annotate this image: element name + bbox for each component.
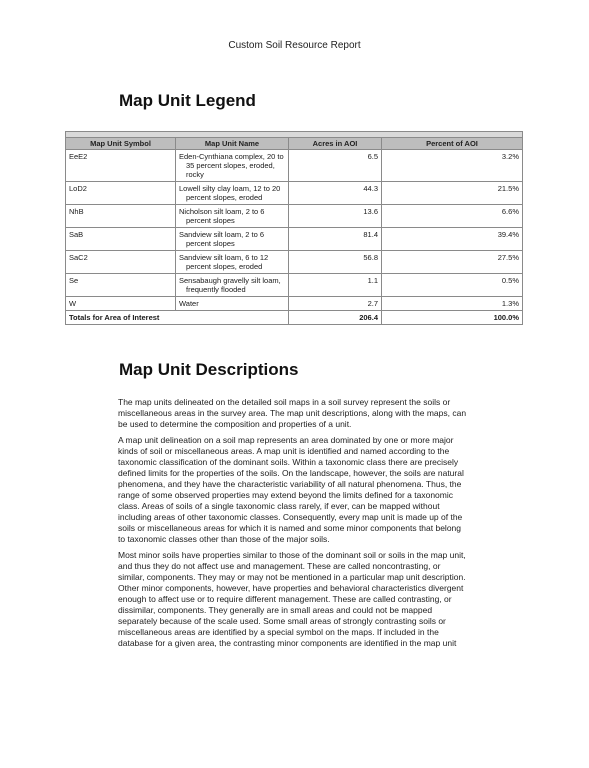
cell-acres: 6.5 [289, 150, 382, 182]
column-header-name: Map Unit Name [176, 138, 289, 150]
descriptions-body [118, 397, 468, 654]
cell-name: Nicholson silt loam, 2 to 6 percent slopes [176, 205, 289, 228]
table-row [66, 251, 523, 274]
cell-acres: 13.6 [289, 205, 382, 228]
table-row [66, 274, 523, 297]
cell-percent: 6.6% [382, 205, 523, 228]
table-row [66, 297, 523, 311]
cell-percent: 21.5% [382, 182, 523, 205]
cell-percent: 27.5% [382, 251, 523, 274]
cell-name: Sandview silt loam, 2 to 6 percent slopes [176, 228, 289, 251]
cell-symbol: EeE2 [66, 150, 176, 182]
cell-symbol: LoD2 [66, 182, 176, 205]
totals-row [66, 311, 523, 325]
paragraph: The map units delineated on the detailed soil maps in a soil survey represent the soils or miscellaneous areas in the survey area. The map unit descriptions, along with the maps, can be used to determine the composition and properties of a unit. [118, 397, 467, 429]
descriptions-heading: Map Unit Descriptions [119, 360, 299, 379]
cell-symbol: SaB [66, 228, 176, 251]
cell-name: Water [176, 297, 289, 311]
cell-acres: 2.7 [289, 297, 382, 311]
cell-name: Sensabaugh gravelly silt loam, frequently flooded [176, 274, 289, 297]
table-row [66, 150, 523, 182]
cell-name: Eden-Cynthiana complex, 20 to 35 percent slopes, eroded, rocky [176, 150, 289, 182]
cell-percent: 1.3% [382, 297, 523, 311]
table-row [66, 182, 523, 205]
column-header-symbol: Map Unit Symbol [66, 138, 176, 150]
cell-symbol: W [66, 297, 176, 311]
report-header: Custom Soil Resource Report [228, 40, 361, 51]
totals-percent: 100.0% [382, 311, 523, 325]
cell-symbol: Se [66, 274, 176, 297]
table-row [66, 228, 523, 251]
cell-name: Sandview silt loam, 6 to 12 percent slopes, eroded [176, 251, 289, 274]
cell-acres: 1.1 [289, 274, 382, 297]
map-unit-legend-table [65, 131, 523, 325]
table-header-row [66, 138, 523, 150]
cell-acres: 44.3 [289, 182, 382, 205]
cell-symbol: SaC2 [66, 251, 176, 274]
cell-acres: 56.8 [289, 251, 382, 274]
cell-name: Lowell silty clay loam, 12 to 20 percent slopes, eroded [176, 182, 289, 205]
cell-percent: 3.2% [382, 150, 523, 182]
column-header-percent: Percent of AOI [382, 138, 523, 150]
paragraph: A map unit delineation on a soil map represents an area dominated by one or more major kinds of soil or miscellaneous areas. A map unit is identified and named according to the taxonomic classification of the dominant soils. Within a taxonomic class there are precisely defined limits for the properties of the soils. On the landscape, however, the soils are natural phenomena, and they have the characteristic variability of all natural phenomena. Thus, the range of some observed properties may extend beyond the limits defined for a taxonomic class. Areas of soils of a single taxonomic class rarely, if ever, can be mapped without including areas of other taxonomic classes. Consequently, every map unit is made up of the soils or miscellaneous areas for which it is named and some minor components that belong to taxonomic classes other than those of the major soils. [118, 435, 464, 544]
cell-symbol: NhB [66, 205, 176, 228]
column-header-acres: Acres in AOI [289, 138, 382, 150]
cell-percent: 0.5% [382, 274, 523, 297]
totals-label: Totals for Area of Interest [66, 311, 289, 325]
cell-acres: 81.4 [289, 228, 382, 251]
table-row [66, 205, 523, 228]
paragraph: Most minor soils have properties similar to those of the dominant soil or soils in the map unit, and thus they do not affect use and management. These are called noncontrasting, or similar, components. They may or may not be mentioned in a particular map unit description. Other minor components, however, have properties and behavioral characteristics divergent enough to affect use or to require different management. These are called contrasting, or dissimilar, components. They generally are in small areas and could not be mapped separately because of the scale used. Some small areas of strongly contrasting soils or miscellaneous areas are identified by a special symbol on the maps. If included in the database for a given area, the contrasting minor components are identified in the map unit [118, 550, 466, 648]
totals-acres: 206.4 [289, 311, 382, 325]
legend-heading: Map Unit Legend [119, 91, 256, 110]
cell-percent: 39.4% [382, 228, 523, 251]
